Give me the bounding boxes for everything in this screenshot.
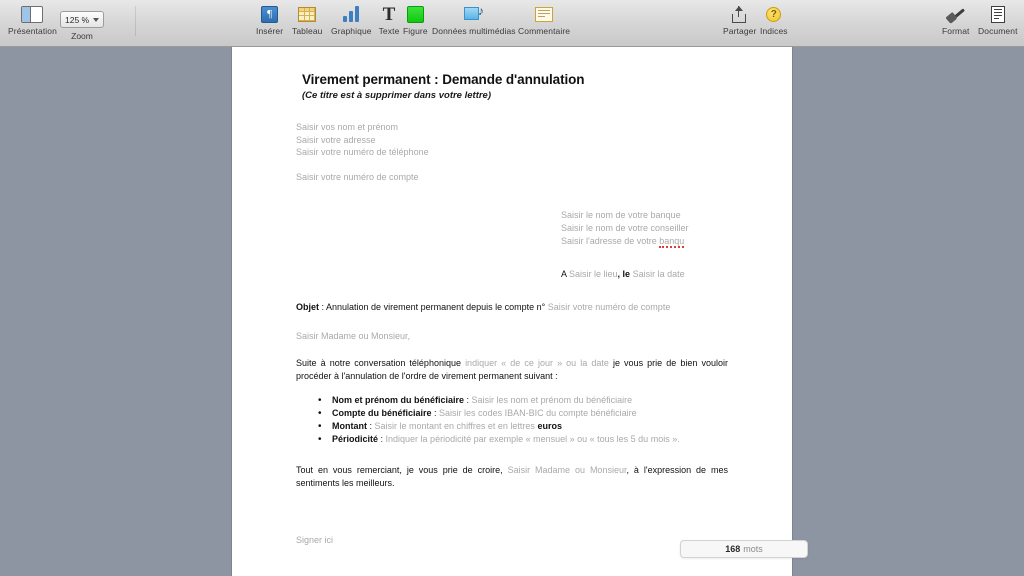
media-button-label: Données multimédias bbox=[432, 26, 516, 36]
closing-part1: Tout en vous remerciant, je vous prie de croire, bbox=[296, 464, 508, 475]
chart-icon bbox=[340, 4, 362, 24]
bullet-separator: : bbox=[367, 421, 375, 432]
format-button[interactable] bbox=[942, 4, 970, 36]
text-glyph: T bbox=[382, 3, 396, 25]
hints-button-label: Indices bbox=[760, 26, 788, 36]
document-subtitle: (Ce titre est à supprimer dans votre lettre) bbox=[302, 90, 491, 101]
view-button[interactable] bbox=[8, 4, 57, 36]
text-icon bbox=[378, 4, 400, 24]
document-title: Virement permanent : Demande d'annulation bbox=[302, 72, 585, 87]
share-button[interactable] bbox=[723, 4, 756, 36]
text-button-label: Texte bbox=[378, 26, 400, 36]
text-button[interactable] bbox=[378, 4, 400, 36]
comment-button[interactable] bbox=[518, 4, 570, 36]
view-icon bbox=[21, 4, 43, 24]
intro-date-placeholder[interactable]: indiquer « de ce jour » ou la date bbox=[465, 357, 609, 368]
dateline-date-placeholder[interactable]: Saisir la date bbox=[632, 269, 685, 280]
bullet-label: Périodicité bbox=[332, 434, 379, 445]
insert-button-label: Insérer bbox=[256, 26, 284, 36]
shape-button-label: Figure bbox=[403, 26, 428, 36]
paintbrush-icon bbox=[945, 4, 967, 24]
help-glyph: ? bbox=[766, 7, 781, 22]
share-button-label: Partager bbox=[723, 26, 757, 36]
chevron-down-icon bbox=[93, 18, 99, 22]
document-icon bbox=[987, 4, 1009, 24]
subject-label: Objet bbox=[296, 302, 320, 313]
chart-button-label: Graphique bbox=[331, 26, 372, 36]
sender-block[interactable] bbox=[296, 121, 728, 159]
list-item[interactable] bbox=[332, 407, 728, 420]
zoom-value: 125 % bbox=[65, 14, 90, 25]
toolbar-divider bbox=[135, 6, 136, 36]
main-toolbar bbox=[0, 0, 1024, 47]
recipient-line-address bbox=[561, 235, 728, 248]
media-icon: ♪ bbox=[463, 4, 485, 24]
dateline-a: A bbox=[561, 269, 570, 280]
sender-line-name: Saisir vos nom et prénom bbox=[296, 122, 399, 132]
intro-paragraph[interactable] bbox=[296, 357, 728, 384]
document-button-label: Document bbox=[978, 26, 1018, 36]
intro-part1: Suite à notre conversation téléphonique bbox=[296, 357, 466, 368]
bullet-suffix: euros bbox=[537, 421, 562, 432]
subject-text: : Annulation de virement permanent depuis le compte n° bbox=[319, 302, 548, 313]
insert-button[interactable] bbox=[256, 4, 283, 36]
table-icon bbox=[296, 4, 318, 24]
format-button-label: Format bbox=[942, 26, 970, 36]
word-count-badge bbox=[680, 540, 808, 558]
zoom-label: Zoom bbox=[71, 31, 93, 41]
bullet-separator: : bbox=[431, 408, 440, 419]
bullet-separator: : bbox=[464, 394, 472, 405]
closing-part2: , à l'expression de mes sentiments les meilleurs. bbox=[296, 464, 729, 489]
insert-icon bbox=[259, 4, 281, 24]
sender-line-address: Saisir votre adresse bbox=[296, 134, 376, 145]
bullet-label: Nom et prénom du bénéficiaire bbox=[332, 394, 465, 405]
bullet-label: Compte du bénéficiaire bbox=[332, 408, 432, 419]
recipient-address-prefix: Saisir l'adresse de votre bbox=[561, 235, 660, 246]
help-icon bbox=[763, 4, 785, 24]
dateline-comma-le: , le bbox=[617, 269, 633, 280]
zoom-select[interactable] bbox=[60, 11, 104, 28]
sender-account-line: Saisir votre numéro de compte bbox=[296, 171, 419, 182]
bullet-placeholder[interactable]: Indiquer la périodicité par exemple « mensuel » ou « tous les 5 du mois ». bbox=[385, 434, 680, 445]
misspelled-word[interactable]: banqu bbox=[659, 235, 685, 246]
list-item[interactable] bbox=[332, 394, 728, 407]
chart-button[interactable] bbox=[331, 4, 372, 36]
dateline-place-placeholder[interactable]: Saisir le lieu bbox=[569, 269, 618, 280]
shape-button[interactable] bbox=[403, 4, 428, 36]
word-count-unit: mots bbox=[743, 544, 763, 554]
salutation-placeholder[interactable]: Saisir Madame ou Monsieur, bbox=[296, 330, 411, 341]
hints-button[interactable] bbox=[760, 4, 788, 36]
recipient-line-bank: Saisir le nom de votre banque bbox=[561, 210, 681, 221]
recipient-line-advisor: Saisir le nom de votre conseiller bbox=[561, 222, 689, 233]
table-button-label: Tableau bbox=[292, 26, 323, 36]
closing-salutation-placeholder[interactable]: Saisir Madame ou Monsieur bbox=[507, 464, 627, 475]
sender-line-phone: Saisir votre numéro de téléphone bbox=[296, 147, 429, 158]
share-icon bbox=[729, 4, 751, 24]
recipient-block[interactable] bbox=[561, 209, 728, 247]
insert-glyph: ¶ bbox=[261, 6, 278, 23]
closing-paragraph[interactable] bbox=[296, 464, 728, 491]
document-canvas[interactable] bbox=[0, 47, 1024, 576]
list-item[interactable] bbox=[332, 433, 728, 446]
media-button[interactable] bbox=[432, 4, 516, 36]
table-button[interactable] bbox=[292, 4, 322, 36]
shape-icon bbox=[404, 4, 426, 24]
list-item[interactable] bbox=[332, 420, 728, 433]
document-button[interactable] bbox=[978, 4, 1018, 36]
document-page[interactable] bbox=[232, 47, 792, 576]
bullet-placeholder[interactable]: Saisir les codes IBAN-BIC du compte bénéficiaire bbox=[439, 408, 637, 419]
view-button-label: Présentation bbox=[8, 26, 57, 36]
signature-placeholder[interactable]: Signer ici bbox=[296, 535, 334, 545]
details-list bbox=[296, 394, 728, 447]
bullet-placeholder[interactable]: Saisir les nom et prénom du bénéficiaire bbox=[471, 394, 633, 405]
dateline[interactable] bbox=[561, 269, 728, 279]
intro-part2: je vous prie de bien vouloir procéder à l'annulation de l'ordre de virement permanent suivant : bbox=[296, 357, 728, 382]
subject-line[interactable] bbox=[296, 301, 728, 315]
bullet-placeholder[interactable]: Saisir le montant en chiffres et en lettres bbox=[374, 421, 538, 432]
document-body[interactable] bbox=[296, 72, 728, 491]
comment-icon bbox=[533, 4, 555, 24]
word-count-number: 168 bbox=[725, 544, 741, 554]
comment-button-label: Commentaire bbox=[518, 26, 571, 36]
bullet-separator: : bbox=[378, 434, 386, 445]
bullet-label: Montant bbox=[332, 421, 367, 432]
subject-account-placeholder[interactable]: Saisir votre numéro de compte bbox=[547, 302, 671, 313]
